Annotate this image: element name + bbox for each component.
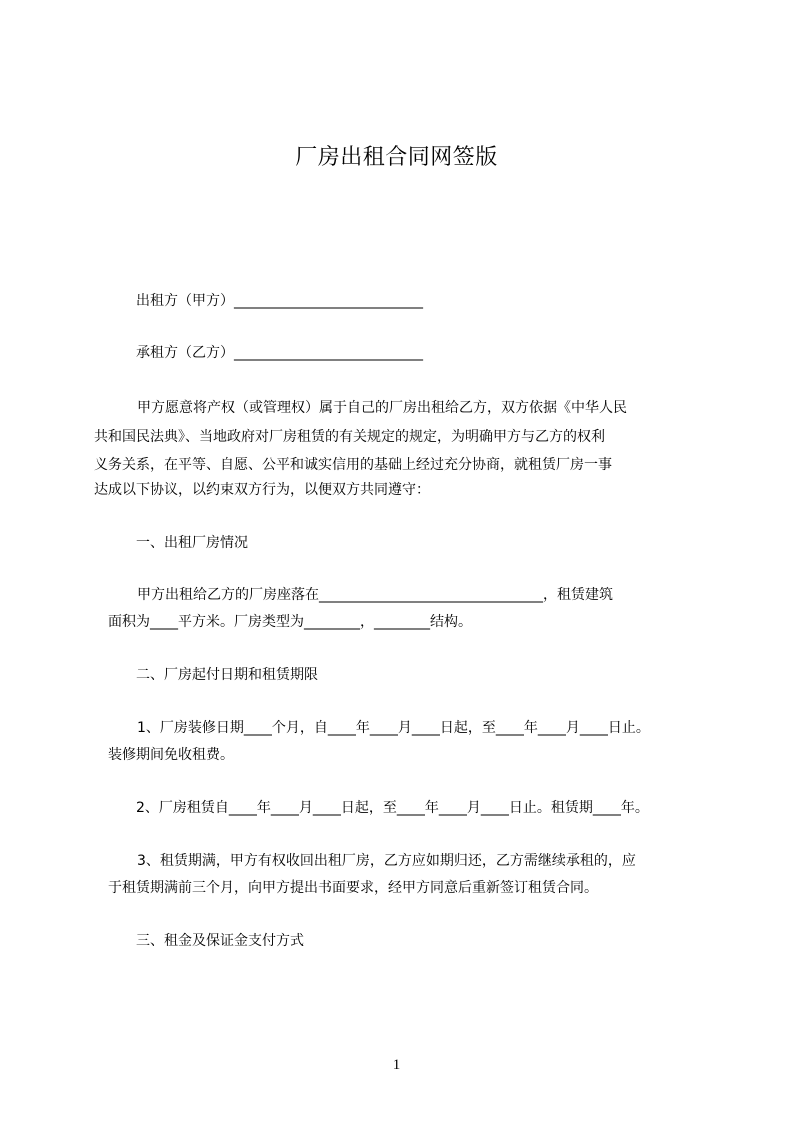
- lessor-line: 出租方（甲方）___________________________: [136, 293, 423, 309]
- document-title: 厂房出租合同网签版: [295, 145, 498, 170]
- section-1-paragraph-line-2: 面积为____平方米。厂房类型为________，________结构。: [108, 614, 472, 630]
- section-3-heading: 三、租金及保证金支付方式: [136, 933, 304, 949]
- section-1-heading: 一、出租厂房情况: [136, 535, 248, 551]
- lessee-line: 承租方（乙方）___________________________: [136, 345, 423, 361]
- intro-line-3: 义务关系，在平等、自愿、公平和诚实信用的基础上经过充分协商，就租赁厂房一事: [94, 457, 612, 473]
- intro-line-1: 甲方愿意将产权（或管理权）属于自己的厂房出租给乙方，双方依据《中华人民: [137, 400, 627, 416]
- intro-line-4: 达成以下协议，以约束双方行为，以便双方共同遵守：: [94, 482, 430, 498]
- section-2-heading: 二、厂房起付日期和租赁期限: [136, 667, 318, 683]
- section-1-paragraph-line-1: 甲方出租给乙方的厂房座落在________________________________，租赁建筑: [137, 587, 613, 603]
- section-2-item-3-line-2: 于租赁期满前三个月，向甲方提出书面要求，经甲方同意后重新签订租赁合同。: [108, 880, 598, 896]
- section-2-item-2: 2、厂房租赁自____年____月____日起，至____年____月____日止。租赁期____年。: [136, 800, 649, 816]
- section-2-item-1-line-2: 装修期间免收租费。: [108, 747, 234, 763]
- page-number: 1: [392, 1057, 401, 1073]
- section-2-item-3-line-1: 3、租赁期满，甲方有权收回出租厂房，乙方应如期归还，乙方需继续承租的，应: [137, 853, 636, 869]
- intro-line-2: 共和国民法典》、当地政府对厂房租赁的有关规定的规定，为明确甲方与乙方的权利: [94, 429, 605, 445]
- section-2-item-1-line-1: 1、厂房装修日期____个月，自____年____月____日起，至____年____月____日止。: [137, 720, 650, 736]
